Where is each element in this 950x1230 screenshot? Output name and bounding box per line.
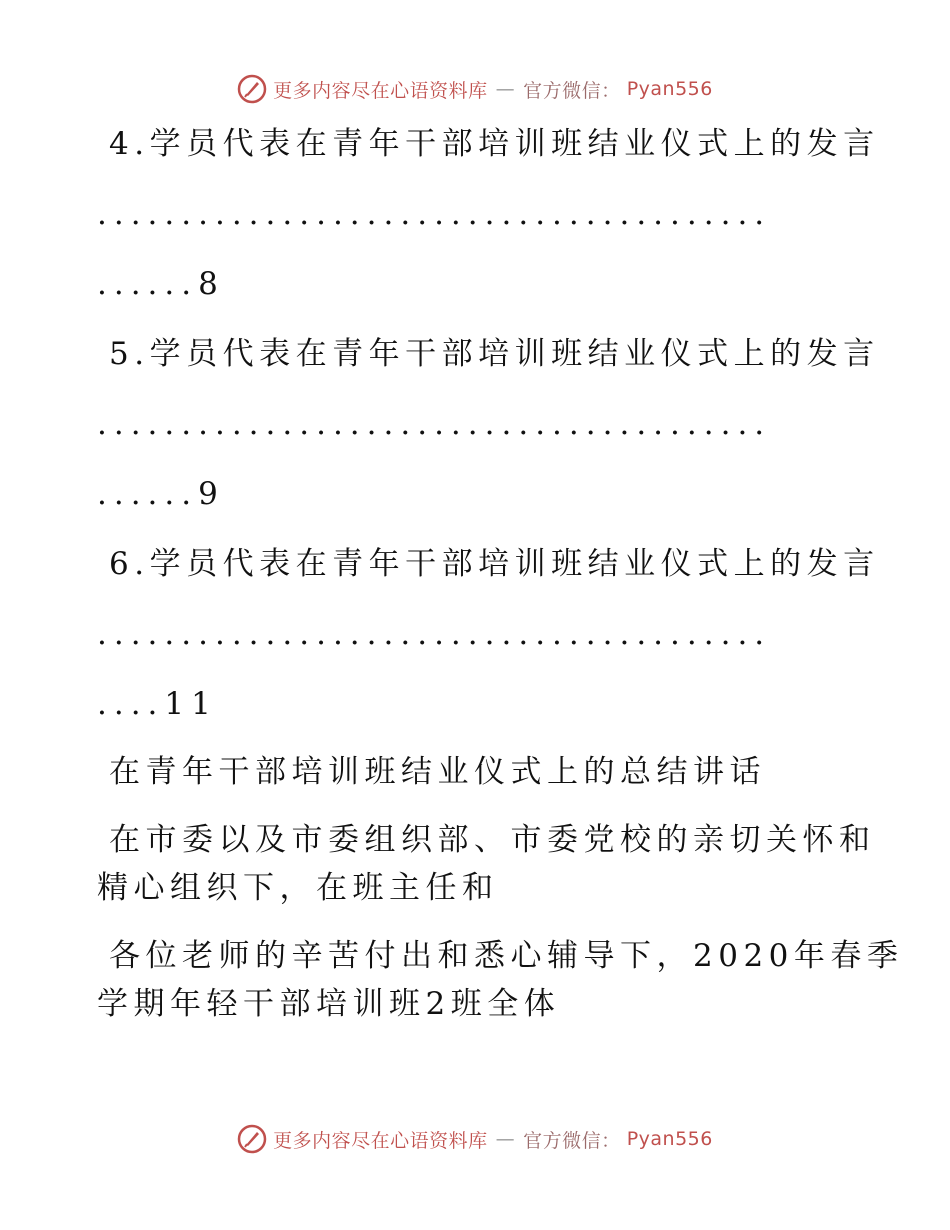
toc-title: 5.学员代表在青年干部培训班结业仪式上的发言 [109,336,880,372]
paragraph-2 [97,932,904,1028]
quill-logo-icon [237,1124,267,1154]
toc-page-leader: ......8 [97,266,225,302]
watermark-separator: — [495,1128,516,1150]
paragraph-line: 学期年轻干部培训班2班全体 [97,986,561,1022]
watermark-wechat-label: 官方微信： [523,79,621,102]
toc-dots-line: ........................................ [97,406,772,442]
toc-entry-6 [97,540,880,728]
watermark-wechat-id: Pyan556 [626,1128,713,1150]
watermark-wechat-id: Pyan556 [626,78,713,100]
paragraph-line: 精心组织下，在班主任和 [97,870,499,906]
paragraph-line: 在市委以及市委组织部、市委党校的亲切关怀和 [109,822,876,858]
toc-entry-4 [97,120,880,308]
footer-watermark [0,1124,950,1154]
toc-page-leader: ....11 [97,686,218,722]
watermark-wechat-label: 官方微信： [523,1129,621,1152]
paragraph-1 [97,816,876,912]
document-content [97,120,904,1028]
toc-title: 4.学员代表在青年干部培训班结业仪式上的发言 [109,126,880,162]
watermark-text: 更多内容尽在心语资料库 [273,79,488,102]
watermark-separator: — [495,78,516,100]
paragraph-line: 各位老师的辛苦付出和悉心辅导下，2020年春季 [109,938,904,974]
watermark-text: 更多内容尽在心语资料库 [273,1129,488,1152]
toc-dots-line: ........................................ [97,616,772,652]
speech-heading: 在青年干部培训班结业仪式上的总结讲话 [109,754,766,790]
toc-title: 6.学员代表在青年干部培训班结业仪式上的发言 [109,546,880,582]
toc-page-leader: ......9 [97,476,225,512]
toc-dots-line: ........................................ [97,196,772,232]
header-watermark [0,74,950,104]
quill-logo-icon [237,74,267,104]
toc-entry-5 [97,330,880,518]
